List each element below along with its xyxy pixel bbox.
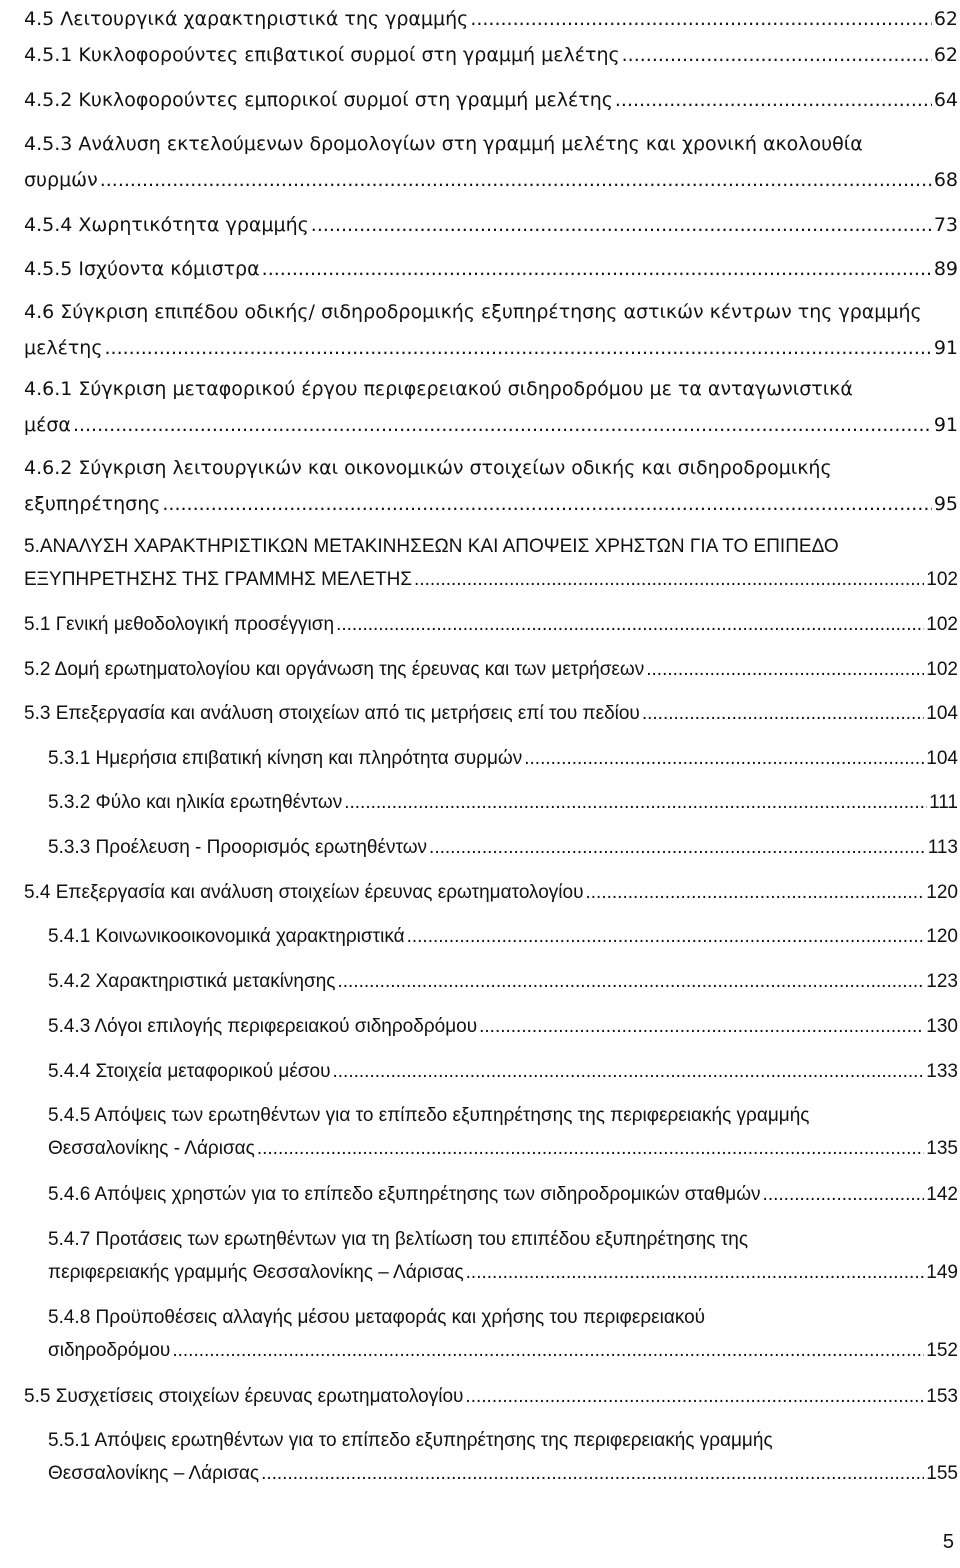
toc-entry-title: 5.4.6 Απόψεις χρηστών για το επίπεδο εξυπηρέτησης των σιδηροδρομικών σταθμών [48, 1184, 761, 1205]
toc-entry-title-line1: 5.5.1 Απόψεις ερωτηθέντων για το επίπεδο εξυπηρέτησης της περιφερειακής γραμμής [48, 1430, 773, 1451]
toc-entry[interactable] [24, 457, 958, 515]
toc-leader-dots [646, 659, 924, 681]
toc-entry[interactable] [48, 837, 958, 859]
toc-leader-dots [615, 89, 932, 111]
toc-entry[interactable] [48, 792, 958, 814]
toc-entry-title-line1: 5.4.8 Προϋποθέσεις αλλαγής μέσου μεταφοράς και χρήσης του περιφερειακού [48, 1307, 706, 1328]
toc-entry-title: 4.5.5 Ισχύοντα κόμιστρα [24, 258, 260, 280]
toc-leader-dots [333, 1061, 925, 1083]
toc-entry-page: 102 [926, 659, 958, 680]
toc-entry-page: 62 [933, 44, 958, 66]
toc-entry[interactable] [48, 1184, 958, 1206]
toc-entry-page: 130 [926, 1016, 958, 1037]
toc-entry[interactable] [48, 748, 958, 770]
toc-entry-title: μέσα [24, 414, 71, 436]
toc-entry-title-line1: 4.6.2 Σύγκριση λειτουργικών και οικονομικών στοιχείων οδικής και σιδηροδρομικής [24, 457, 832, 479]
toc-entry-page: 104 [926, 748, 958, 769]
toc-entry-title: 4.5.2 Κυκλοφορούντες εμπορικοί συρμοί στη γραμμή μελέτης [24, 89, 613, 111]
toc-entry-title: 5.4 Επεξεργασία και ανάλυση στοιχείων έρευνας ερωτηματολογίου [24, 882, 584, 903]
toc-entry-title: 4.5 Λειτουργικά χαρακτηριστικά της γραμμής [24, 8, 469, 30]
toc-entry-title: 5.2 Δομή ερωτηματολογίου και οργάνωση της έρευνας και των μετρήσεων [24, 659, 645, 680]
toc-entry-page: 104 [926, 703, 958, 724]
toc-entry[interactable] [24, 301, 958, 359]
toc-leader-dots [763, 1184, 925, 1206]
toc-entry[interactable] [24, 8, 958, 30]
toc-entry[interactable] [48, 1430, 958, 1485]
toc-entry-title: 4.5.1 Κυκλοφορούντες επιβατικοί συρμοί στη γραμμή μελέτης [24, 44, 620, 66]
toc-entry-title: 5.3 Επεξεργασία και ανάλυση στοιχείων από τις μετρήσεις επί του πεδίου [24, 703, 640, 724]
toc-entry-page: 120 [926, 926, 958, 947]
toc-entry-page: 135 [926, 1138, 958, 1159]
toc-entry[interactable] [24, 659, 958, 681]
toc-entry[interactable] [24, 703, 958, 725]
toc-entry-title: περιφερειακής γραμμής Θεσσαλονίκης – Λάρισας [48, 1262, 464, 1283]
toc-entry[interactable] [24, 1386, 958, 1408]
toc-entry-page: 91 [933, 414, 958, 436]
toc-entry-title-line1: 5.ΑΝΑΛΥΣΗ ΧΑΡΑΚΤΗΡΙΣΤΙΚΩΝ ΜΕΤΑΚΙΝΗΣΕΩΝ ΚΑΙ ΑΠΟΨΕΙΣ ΧΡΗΣΤΩΝ ΓΙΑ ΤΟ ΕΠΙΠΕΔΟ [24, 536, 839, 557]
toc-entry-title-line1: 4.6.1 Σύγκριση μεταφορικού έργου περιφερειακού σιδηροδρόμου με τα ανταγωνιστικά [24, 378, 853, 400]
toc-entry-title-line1: 5.4.5 Απόψεις των ερωτηθέντων για το επίπεδο εξυπηρέτησης της περιφερειακής γραμμής [48, 1105, 810, 1126]
toc-leader-dots [73, 414, 932, 436]
toc-entry-title: Θεσσαλονίκης – Λάρισας [48, 1463, 260, 1484]
toc-entry-title: 5.3.1 Ημερήσια επιβατική κίνηση και πληρότητα συρμών [48, 748, 523, 769]
toc-entry-page: 113 [927, 837, 958, 858]
page-number: 5 [942, 1531, 954, 1553]
toc-leader-dots [336, 614, 924, 636]
toc-entry-page: 102 [926, 569, 958, 590]
toc-entry[interactable] [24, 258, 958, 280]
toc-entry[interactable] [24, 882, 958, 904]
toc-entry-title: Θεσσαλονίκης - Λάρισας [48, 1138, 255, 1159]
toc-leader-dots [622, 44, 932, 66]
toc-entry[interactable] [24, 614, 958, 636]
toc-leader-dots [100, 169, 932, 191]
toc-entry-page: 149 [926, 1262, 958, 1283]
toc-entry-page: 152 [926, 1340, 958, 1361]
toc-entry-title-line1: 4.6 Σύγκριση επιπέδου οδικής/ σιδηροδρομικής εξυπηρέτησης αστικών κέντρων της γραμμής [24, 301, 922, 323]
toc-entry-page: 123 [926, 971, 958, 992]
toc-entry[interactable] [48, 1105, 958, 1160]
toc-entry-title-line1: 4.5.3 Ανάλυση εκτελούμενων δρομολογίων στη γραμμή μελέτης και χρονική ακολουθία [24, 133, 863, 155]
toc-entry-title: 5.3.2 Φύλο και ηλικία ερωτηθέντων [48, 792, 343, 813]
toc-leader-dots [429, 837, 926, 859]
toc-entry-title: 5.4.3 Λόγοι επιλογής περιφερειακού σιδηροδρόμου [48, 1016, 478, 1037]
toc-leader-dots [479, 1016, 924, 1038]
toc-entry-title-line1: 5.4.7 Προτάσεις των ερωτηθέντων για τη βελτίωση του επιπέδου εξυπηρέτησης της [48, 1229, 748, 1250]
toc-entry-page: 62 [933, 8, 958, 30]
toc-entry-page: 120 [926, 882, 958, 903]
toc-entry-page: 155 [926, 1463, 958, 1484]
toc-entry-title: 5.1 Γενική μεθοδολογική προσέγγιση [24, 614, 335, 635]
toc-entry-title: συρμών [24, 169, 98, 191]
toc-leader-dots [642, 703, 924, 725]
toc-entry[interactable] [48, 971, 958, 993]
toc-leader-dots [162, 493, 931, 515]
toc-entry-title: 5.4.1 Κοινωνικοοικονομικά χαρακτηριστικά [48, 926, 405, 947]
toc-entry[interactable] [48, 1307, 958, 1362]
toc-entry[interactable] [48, 1061, 958, 1083]
toc-leader-dots [466, 1262, 925, 1284]
toc-entry-page: 68 [933, 169, 958, 191]
toc-entry-title: σιδηροδρόμου [48, 1340, 171, 1361]
toc-entry[interactable] [24, 89, 958, 111]
toc-entry-page: 73 [933, 214, 958, 236]
toc-entry-page: 89 [933, 258, 958, 280]
toc-entry-page: 111 [929, 792, 958, 813]
toc-leader-dots [172, 1340, 924, 1362]
toc-leader-dots [524, 748, 924, 770]
toc-entry-title: 5.3.3 Προέλευση - Προορισμός ερωτηθέντων [48, 837, 428, 858]
toc-leader-dots [465, 1386, 924, 1408]
toc-leader-dots [344, 792, 927, 814]
toc-entry-title: 5.4.4 Στοιχεία μεταφορικού μέσου [48, 1061, 331, 1082]
toc-leader-dots [337, 971, 924, 993]
toc-entry-title: ΕΞΥΠΗΡΕΤΗΣΗΣ ΤΗΣ ΓΡΑΜΜΗΣ ΜΕΛΕΤΗΣ [24, 569, 413, 590]
toc-entry-page: 95 [933, 493, 958, 515]
toc-entry-page: 142 [926, 1184, 958, 1205]
toc-leader-dots [407, 926, 925, 948]
toc-entry-title: 5.4.2 Χαρακτηριστικά μετακίνησης [48, 971, 336, 992]
toc-entry-page: 64 [933, 89, 958, 111]
toc-entry[interactable] [48, 926, 958, 948]
toc-entry[interactable] [48, 1016, 958, 1038]
toc-entry-page: 153 [926, 1386, 958, 1407]
toc-leader-dots [470, 8, 932, 30]
toc-entry-title: μελέτης [24, 337, 103, 359]
toc-leader-dots [311, 214, 932, 236]
toc-entry[interactable] [24, 133, 958, 191]
toc-entry-page: 91 [933, 337, 958, 359]
toc-leader-dots [105, 337, 932, 359]
toc-entry[interactable] [24, 44, 958, 66]
toc-leader-dots [257, 1138, 924, 1160]
toc-entry-title: 5.5 Συσχετίσεις στοιχείων έρευνας ερωτηματολογίου [24, 1386, 464, 1407]
toc-leader-dots [586, 882, 925, 904]
toc-leader-dots [262, 258, 932, 280]
toc-leader-dots [414, 569, 924, 591]
toc-entry[interactable] [24, 378, 958, 436]
toc-leader-dots [261, 1463, 924, 1485]
toc-entry-title: 4.5.4 Χωρητικότητα γραμμής [24, 214, 309, 236]
toc-entry-page: 133 [926, 1061, 958, 1082]
toc-entry-page: 102 [926, 614, 958, 635]
toc-entry-title: εξυπηρέτησης [24, 493, 161, 515]
toc-entry[interactable] [24, 214, 958, 236]
toc-entry[interactable] [24, 536, 958, 591]
toc-entry[interactable] [48, 1229, 958, 1284]
